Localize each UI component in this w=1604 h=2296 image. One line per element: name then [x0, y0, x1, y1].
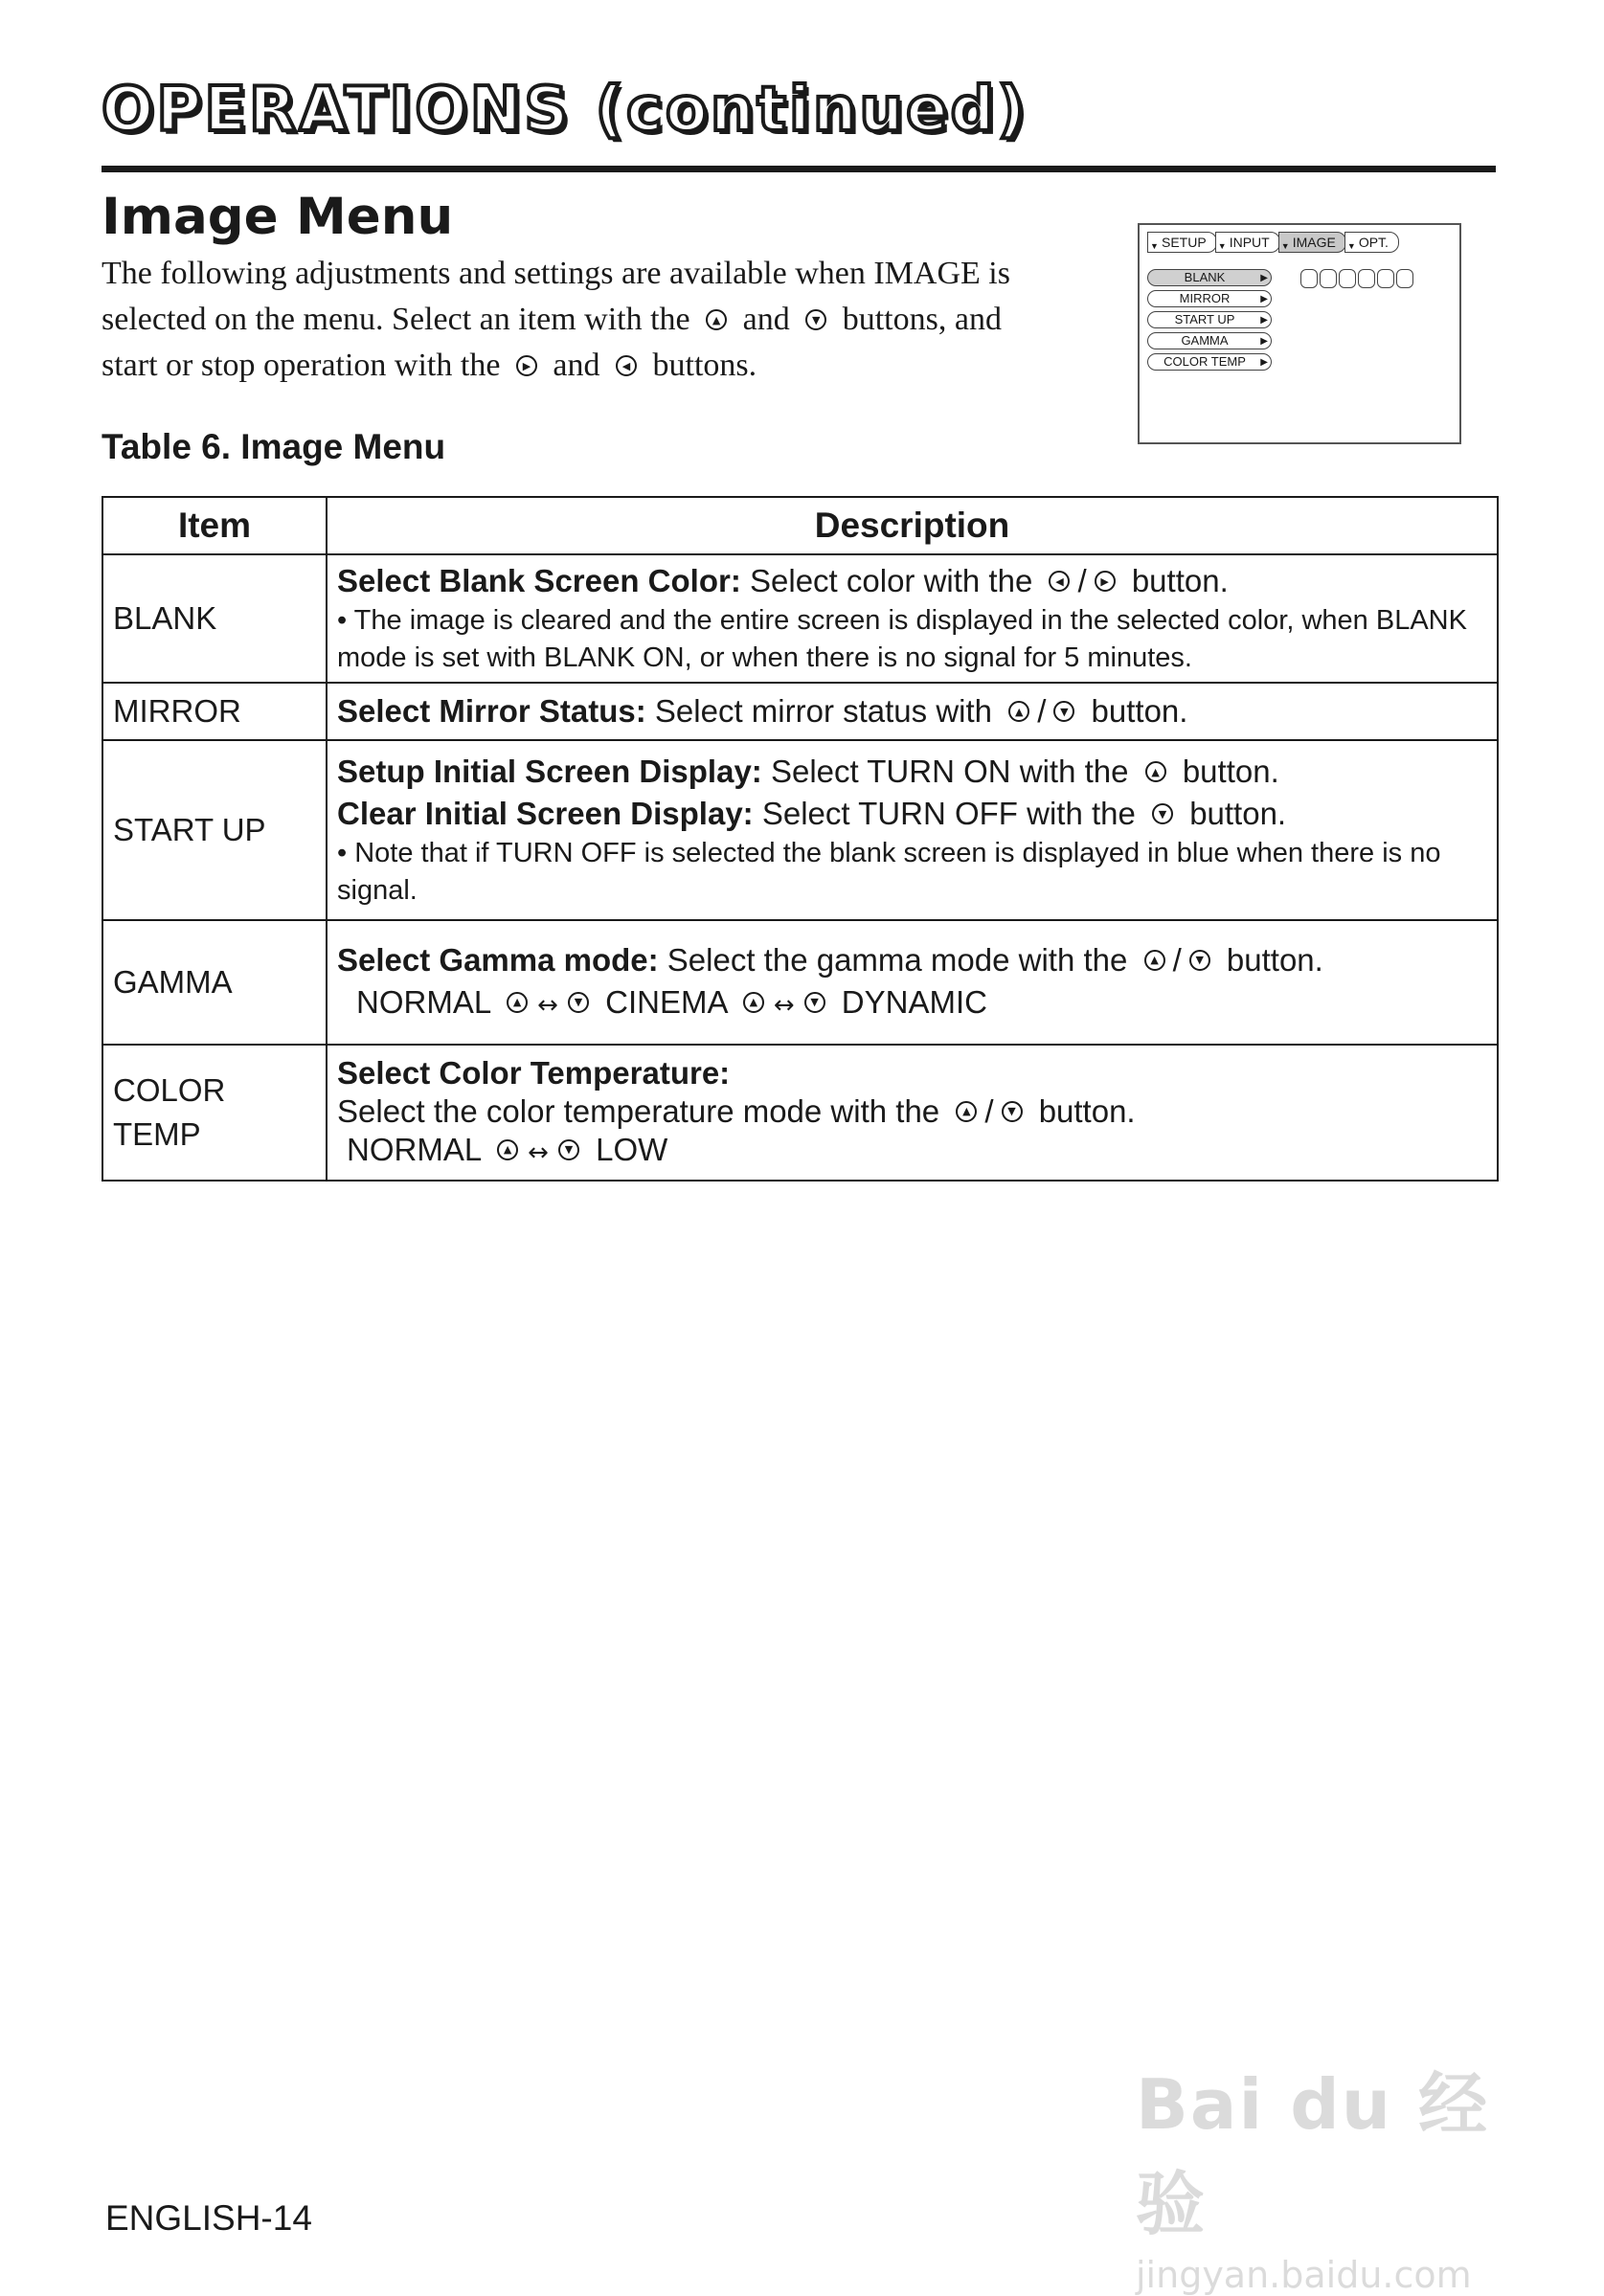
option-cinema: CINEMA [605, 983, 727, 1020]
description-line [337, 793, 1487, 835]
osd-tab-label: INPUT [1229, 235, 1270, 250]
item-cell: GAMMA [102, 920, 327, 1045]
description-line [337, 560, 1487, 602]
intro-text: buttons, and [842, 302, 1002, 337]
description-bold: Select Color Temperature: [337, 1054, 731, 1091]
description-cell [327, 683, 1498, 740]
description-cell [327, 740, 1498, 920]
description-text: button. [1038, 1092, 1136, 1129]
osd-block [1320, 269, 1337, 288]
intro-line-1: The following adjustments and settings are available when IMAGE is [102, 256, 1010, 291]
item-cell: START UP [102, 740, 327, 920]
description-note: • The image is cleared and the entire screen is displayed in the selected color, when BLANK mode is set with BLANK ON, or when there is no signal for 5 minutes. [337, 605, 1467, 673]
intro-paragraph [102, 251, 1117, 389]
option-normal: NORMAL [347, 1131, 481, 1167]
page-heading: OPERATIONS (continued) [102, 75, 1028, 146]
osd-item-gamma [1147, 332, 1272, 349]
page-number: ENGLISH-14 [105, 2198, 312, 2238]
osd-items [1147, 269, 1272, 374]
up-button-icon: ▲ [956, 1101, 977, 1122]
table-row-gamma [102, 920, 1498, 1045]
image-menu-table [102, 496, 1499, 1182]
table-row-blank [102, 554, 1498, 683]
osd-tab-image [1278, 232, 1346, 253]
double-arrow-icon: ↔ [537, 990, 558, 1020]
up-button-icon: ▲ [1144, 950, 1165, 971]
slash: / [1172, 941, 1182, 978]
down-button-icon: ▼ [1189, 950, 1210, 971]
up-button-icon: ▲ [743, 992, 764, 1013]
description-text: button. [1189, 796, 1287, 831]
option-dynamic: DYNAMIC [841, 983, 987, 1020]
heading-rule [102, 166, 1496, 172]
osd-tabs [1147, 232, 1397, 253]
right-triangle-icon: ▶ [1260, 315, 1268, 326]
description-text: Select TURN ON with the [770, 754, 1129, 789]
osd-block [1358, 269, 1375, 288]
description-text: button. [1131, 563, 1229, 598]
down-button-icon: ▼ [805, 309, 826, 330]
osd-tab-label: IMAGE [1292, 235, 1336, 250]
intro-line-2 [102, 297, 1117, 343]
description-line [337, 1092, 1487, 1131]
down-triangle-icon: ▼ [1280, 241, 1290, 251]
osd-item-label: COLOR TEMP [1163, 354, 1246, 369]
down-triangle-icon: ▼ [1346, 241, 1356, 251]
watermark-url: jingyan.baidu.com [1136, 2254, 1472, 2296]
description-text: Select TURN OFF with the [761, 796, 1136, 831]
up-button-icon: ▲ [497, 1139, 518, 1160]
right-button-icon: ▶ [1095, 571, 1116, 592]
osd-item-colortemp [1147, 353, 1272, 371]
up-button-icon: ▲ [1008, 701, 1029, 722]
osd-tab-setup [1147, 232, 1217, 253]
description-text: Select mirror status with [654, 693, 993, 729]
down-button-icon: ▼ [1152, 803, 1173, 824]
description-options [337, 981, 1487, 1026]
osd-item-label: MIRROR [1179, 291, 1231, 305]
osd-tab-opt [1344, 232, 1399, 253]
right-triangle-icon: ▶ [1260, 336, 1268, 347]
description-note: • Note that if TURN OFF is selected the blank screen is displayed in blue when there is no signal. [337, 838, 1441, 906]
item-cell: COLOR TEMP [102, 1045, 327, 1181]
option-low: LOW [596, 1131, 668, 1167]
up-button-icon: ▲ [507, 992, 528, 1013]
baidu-watermark [1136, 2049, 1509, 2296]
osd-item-label: GAMMA [1181, 333, 1229, 348]
option-normal: NORMAL [356, 983, 490, 1020]
item-cell: MIRROR [102, 683, 327, 740]
osd-tab-input [1215, 232, 1280, 253]
table-header-row [102, 497, 1498, 554]
intro-text: start or stop operation with the [102, 348, 501, 383]
osd-item-startup [1147, 311, 1272, 328]
osd-color-blocks [1300, 269, 1415, 288]
description-line [337, 1054, 1487, 1092]
right-triangle-icon: ▶ [1260, 357, 1268, 368]
down-button-icon: ▼ [558, 1139, 579, 1160]
right-triangle-icon: ▶ [1260, 273, 1268, 283]
description-text: Select the gamma mode with the [666, 941, 1128, 978]
description-options [337, 1131, 1487, 1172]
down-button-icon: ▼ [804, 992, 825, 1013]
description-text: Select color with the [750, 563, 1033, 598]
down-button-icon: ▼ [1053, 701, 1074, 722]
description-text: button. [1182, 754, 1279, 789]
osd-item-mirror [1147, 290, 1272, 307]
osd-menu-illustration [1138, 223, 1461, 444]
table-row-colortemp [102, 1045, 1498, 1181]
item-cell: BLANK [102, 554, 327, 683]
section-title: Image Menu [102, 188, 454, 246]
osd-block [1377, 269, 1394, 288]
watermark-logo: Bai du 经验 [1136, 2064, 1490, 2244]
double-arrow-icon: ↔ [773, 990, 795, 1020]
osd-block [1396, 269, 1413, 288]
description-text: Select the color temperature mode with the [337, 1092, 940, 1129]
right-button-icon: ▶ [516, 355, 537, 376]
slash: / [1077, 563, 1087, 598]
right-triangle-icon: ▶ [1260, 294, 1268, 304]
down-triangle-icon: ▼ [1150, 241, 1159, 251]
table-row-mirror [102, 683, 1498, 740]
description-bold: Clear Initial Screen Display: [337, 796, 754, 831]
osd-item-blank [1147, 269, 1272, 286]
header-description: Description [327, 497, 1498, 554]
description-bold: Select Blank Screen Color: [337, 563, 741, 598]
description-text: button. [1091, 693, 1188, 729]
intro-line-3 [102, 343, 1117, 389]
slash: / [1037, 693, 1047, 729]
down-triangle-icon: ▼ [1217, 241, 1227, 251]
down-button-icon: ▼ [1002, 1101, 1023, 1122]
osd-item-label: BLANK [1184, 270, 1226, 284]
description-bold: Select Mirror Status: [337, 693, 646, 729]
intro-text: selected on the menu. Select an item with the [102, 302, 690, 337]
slash: / [984, 1092, 994, 1129]
osd-block [1300, 269, 1318, 288]
description-line [337, 939, 1487, 981]
description-line [337, 751, 1487, 793]
left-button-icon: ◀ [616, 355, 637, 376]
up-button-icon: ▲ [1145, 761, 1166, 782]
osd-item-label: START UP [1174, 312, 1235, 326]
intro-text: and [742, 302, 790, 337]
double-arrow-icon: ↔ [528, 1137, 549, 1167]
intro-text: buttons. [652, 348, 757, 383]
osd-tab-label: SETUP [1162, 235, 1207, 250]
table-row-startup [102, 740, 1498, 920]
osd-block [1339, 269, 1356, 288]
down-button-icon: ▼ [568, 992, 589, 1013]
description-bold: Select Gamma mode: [337, 941, 659, 978]
table-title: Table 6. Image Menu [102, 427, 446, 466]
intro-text: and [553, 348, 600, 383]
description-cell [327, 554, 1498, 683]
description-line [337, 690, 1487, 732]
description-bold: Setup Initial Screen Display: [337, 754, 762, 789]
description-text: button. [1226, 941, 1323, 978]
header-item: Item [102, 497, 327, 554]
description-cell [327, 1045, 1498, 1181]
up-button-icon: ▲ [706, 309, 727, 330]
description-cell [327, 920, 1498, 1045]
left-button-icon: ◀ [1049, 571, 1070, 592]
osd-tab-label: OPT. [1358, 235, 1389, 250]
